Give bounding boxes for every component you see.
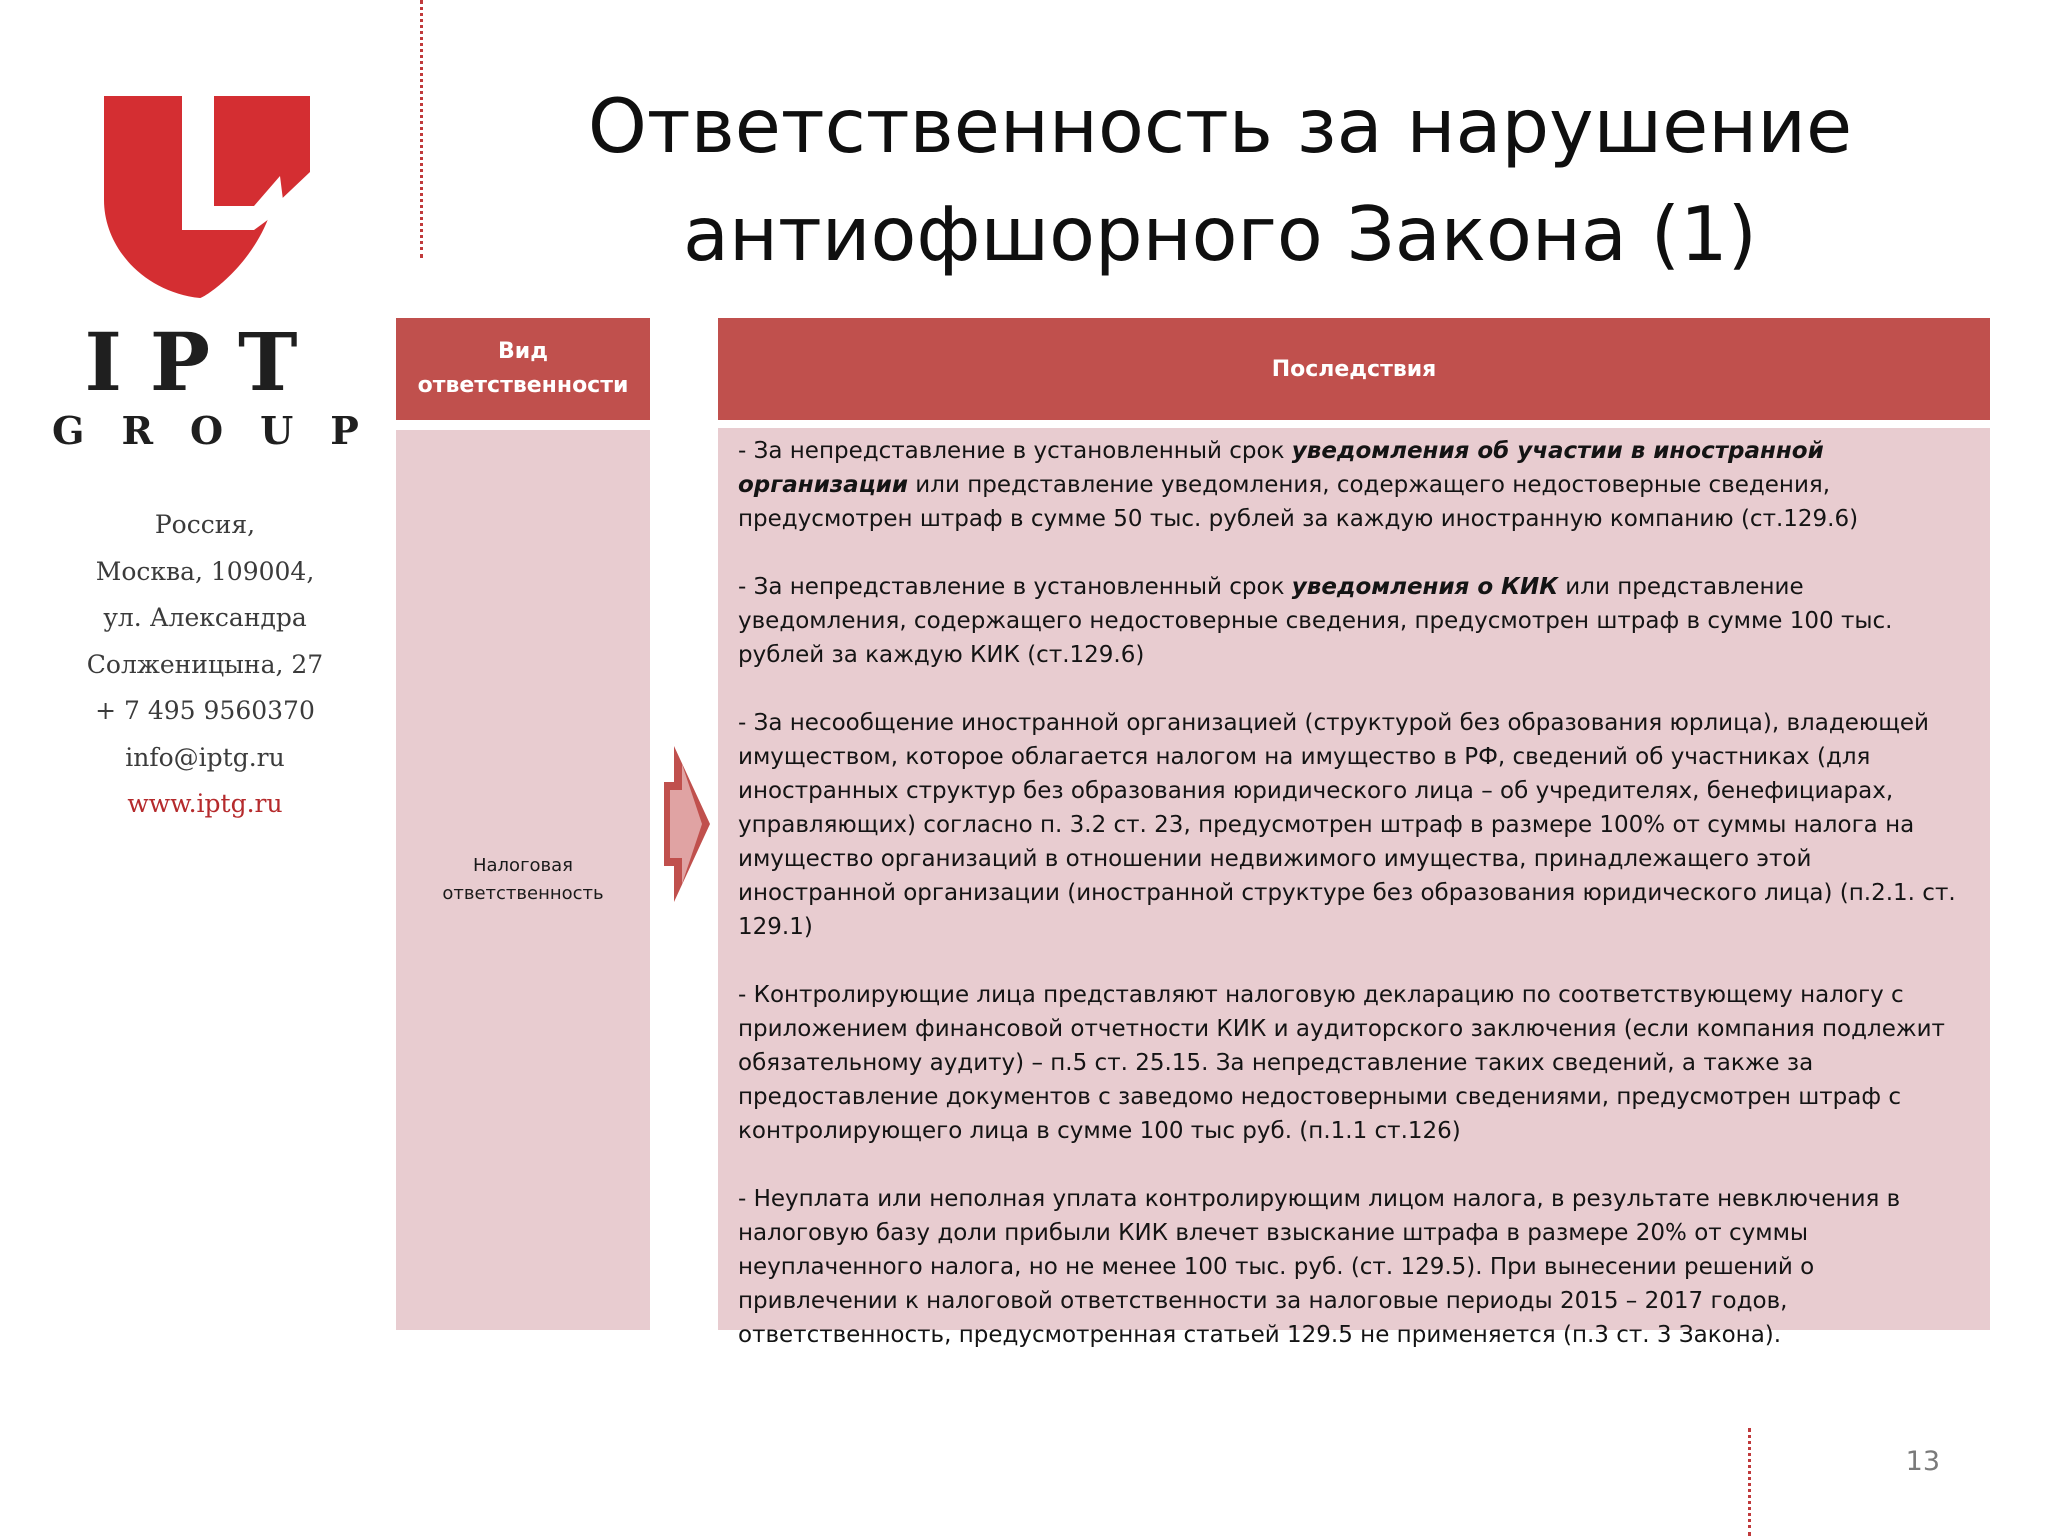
contact-street: ул. Александра bbox=[103, 603, 307, 632]
decorative-dotted-line-top bbox=[420, 0, 423, 258]
table-header-consequences bbox=[718, 318, 1990, 420]
table-cell-consequences bbox=[718, 428, 1990, 1348]
table-header-liability-type bbox=[396, 318, 650, 420]
ipt-logo-mark bbox=[104, 96, 310, 298]
logo-wordmark-group: GROUP bbox=[52, 408, 396, 453]
slide-title-line-2: антиофшорного Закона (1) bbox=[683, 190, 1757, 278]
consequence-item: - Неуплата или неполная уплата контролирующим лицом налога, в результате невключения в налоговую базу доли прибыли КИК влечет взыскание штрафа в размере 20% от суммы неуплаченного налога, но не менее 100 тыс. руб. (ст. 129.5). При вынесении решений о привлечении к налоговой ответственности за налоговые периоды 2015 – 2017 годов, ответственность, предусмотренная статьей 129.5 не применяется (п.3 ст. 3 Закона). bbox=[738, 1186, 1901, 1348]
contact-country: Россия, bbox=[154, 510, 256, 539]
liability-type-label: Налоговая ответственность bbox=[442, 855, 604, 904]
contact-phone: + 7 495 9560370 bbox=[95, 696, 315, 725]
table-cell-liability-type bbox=[396, 430, 650, 1330]
slide-title-line-1: Ответственность за нарушение bbox=[587, 82, 1853, 170]
table-header-liability-type-label: Вид ответственности bbox=[417, 339, 629, 398]
contact-city: Москва, 109004, bbox=[95, 556, 315, 586]
consequence-item: - За непредставление в установленный срок уведомления об участии в иностранной организации или представление уведомления, содержащего недостоверные сведения, предусмотрен штраф в сумме 50 тыс. рублей за каждую иностранную компанию (ст.129.6) bbox=[738, 438, 1859, 532]
logo-wordmark-ipt: IPT bbox=[84, 315, 326, 409]
consequence-item: - За несообщение иностранной организацией (структурой без образования юрлица), владеющей имуществом, которое облагается налогом на имущество в РФ, сведений об участниках (для иностранных структур без образования юридического лица – об учредителях, бенефициарах, управляющих) согласно п. 3.2 ст. 23, предусмотрен штраф в размере 100% от суммы налога на имущество организаций в отношении недвижимого имущества, принадлежащего этой иностранной организации (иностранной структуре без образования юридического лица) (п.2.1. ст. 129.1) bbox=[738, 710, 1956, 940]
page-number: 13 bbox=[1905, 1446, 1940, 1477]
contact-building: Солженицына, 27 bbox=[86, 649, 324, 679]
decorative-dotted-line-bottom bbox=[1748, 1428, 1751, 1536]
consequence-item: - Контролирующие лица представляют налоговую декларацию по соответствующему налогу с приложением финансовой отчетности КИК и аудиторского заключения (если компания подлежит обязательному аудиту) – п.5 ст. 25.15. За непредставление таких сведений, а также за предоставление документов с заведомо недостоверными сведениями, предусмотрен штраф с контролирующего лица в сумме 100 тыс руб. (п.1.1 ст.126) bbox=[738, 982, 1945, 1144]
slide-title bbox=[560, 72, 1880, 288]
contact-block bbox=[60, 502, 350, 828]
right-arrow-icon bbox=[664, 746, 710, 902]
table-header-consequences-label: Последствия bbox=[1271, 356, 1437, 382]
contact-email[interactable]: info@iptg.ru bbox=[125, 742, 285, 772]
consequence-item: - За непредставление в установленный срок уведомления о КИК или представление уведомления, содержащего недостоверные сведения, предусмотрен штраф в сумме 100 тыс. рублей за каждую КИК (ст.129.6) bbox=[738, 574, 1893, 668]
contact-website-link[interactable]: www.iptg.ru bbox=[127, 789, 283, 818]
